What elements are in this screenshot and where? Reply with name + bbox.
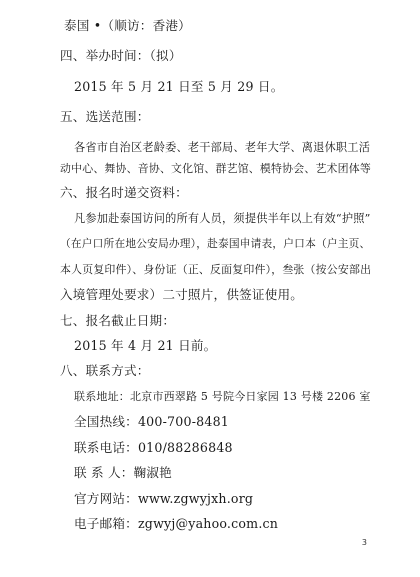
heading-event-time: 四、举办时间：（拟） <box>60 48 182 63</box>
line-documents-1: 凡参加赴泰国访问的所有人员，须提供半年以上有效“护照” <box>74 212 371 225</box>
heading-contact: 八、联系方式： <box>60 363 150 378</box>
line-scope-1: 各省市自治区老龄委、老干部局、老年大学、离退休职工活 <box>74 141 371 154</box>
line-documents-4: 入境管理处要求）二寸照片，供签证使用。 <box>60 287 304 302</box>
contact-phone: 联系电话：010/88286848 <box>74 440 233 455</box>
line-scope-2: 动中心、舞协、音协、文化馆、群艺馆、模特协会、艺术团体等 <box>60 162 371 175</box>
line-deadline-date: 2015 年 4 月 21 日前。 <box>74 338 217 353</box>
line-event-dates: 2015 年 5 月 21 日至 5 月 29 日。 <box>74 79 284 94</box>
contact-email: 电子邮箱：zgwyj@yahoo.com.cn <box>74 516 279 531</box>
contact-website: 官方网站：www.zgwyjxh.org <box>74 491 254 506</box>
heading-deadline: 七、报名截止日期： <box>60 313 176 328</box>
line-destination: 泰国 •（顺访：香港） <box>64 18 191 33</box>
contact-hotline: 全国热线：400-700-8481 <box>74 414 230 429</box>
line-documents-3: 本人页复印件）、身份证（正、反面复印件），叁张（按公安部出 <box>60 263 372 276</box>
contact-address: 联系地址：北京市西翠路 5 号院今日家园 13 号楼 2206 室 <box>74 390 371 403</box>
heading-scope: 五、选送范围： <box>60 109 150 124</box>
line-documents-2: （在户口所在地公安局办理），赴泰国申请表，户口本（户主页、 <box>60 237 371 250</box>
contact-person: 联 系 人：鞠淑艳 <box>74 465 172 480</box>
heading-documents: 六、报名时递交资料： <box>60 185 188 200</box>
page-number: 3 <box>361 538 367 547</box>
